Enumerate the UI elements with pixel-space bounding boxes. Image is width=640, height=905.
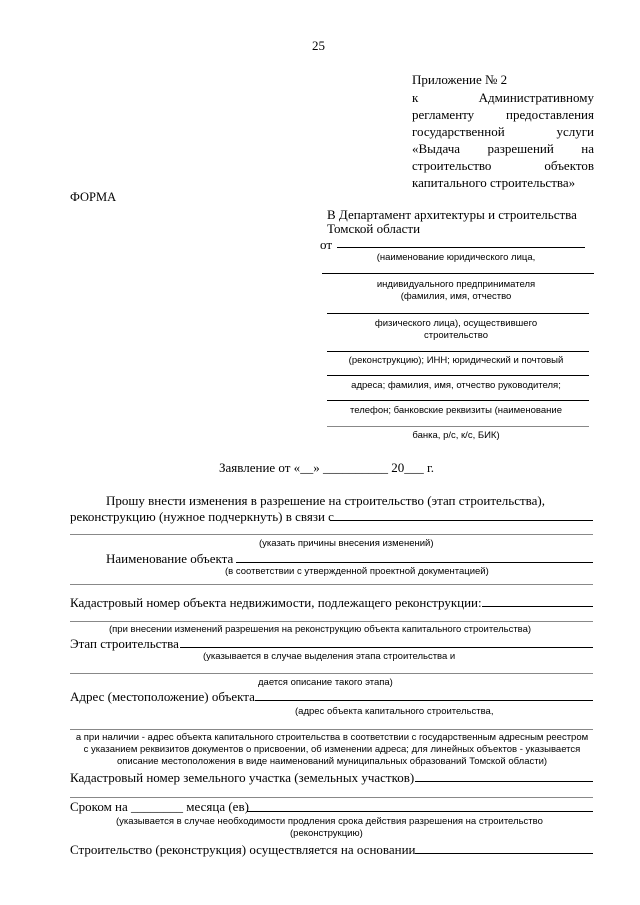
land-cadastral-field-line[interactable] [70, 797, 593, 798]
address-note: а при наличии - адрес объекта капитального строительства в соответствии с государственным адресным реестром [75, 732, 589, 743]
land-cadastral-label: Кадастровый номер земельного участка (земельных участков) [70, 770, 415, 785]
term-hint: (указывается в случае необходимости продления срока действия разрешения на строительство [116, 816, 543, 827]
addressee-hint: физического лица), осуществившего [374, 318, 538, 329]
stage-hint: (указывается в случае выделения этапа строительства и [203, 651, 456, 662]
reason-field-line[interactable] [330, 520, 593, 521]
term-label: Сроком на [70, 799, 128, 814]
statement-year-field[interactable]: ___ [404, 460, 424, 475]
addressee-field-line[interactable] [327, 351, 589, 352]
address-hint: (адрес объекта капитального строительства, [295, 706, 494, 717]
appendix-word: услуги [556, 124, 594, 139]
appendix-line [412, 90, 594, 106]
addressee-hint: (фамилия, имя, отчество [400, 291, 512, 302]
addressee-hint: адреса; фамилия, имя, отчество руководителя; [351, 380, 561, 391]
appendix-word: регламенту [412, 107, 475, 122]
from-field-line[interactable] [337, 247, 585, 248]
address-note: описание местоположения в виде наименований муниципальных образований Томской области) [116, 756, 548, 767]
addressee-field-line[interactable] [322, 273, 594, 274]
addressee-field-line[interactable] [327, 426, 589, 427]
stage-label: Этап строительства [70, 636, 179, 651]
reason-hint: (указать причины внесения изменений) [259, 538, 434, 549]
appendix-word: объектов [544, 158, 594, 173]
statement-day-field[interactable]: __ [300, 460, 314, 475]
appendix-title: Приложение № 2 [412, 72, 508, 87]
addressee-hint: (реконструкцию); ИНН; юридический и почтовый [348, 355, 564, 366]
appendix-line [412, 124, 594, 140]
statement-part: Заявление от « [219, 460, 301, 475]
addressee-line: Томской области [327, 221, 421, 236]
body-paragraph-line2: реконструкцию (нужное подчеркнуть) в связи с [70, 509, 334, 524]
statement-part: г. [426, 460, 435, 475]
cadastral-label: Кадастровый номер объекта недвижимости, подлежащего реконструкции: [70, 595, 482, 610]
appendix-word: предоставления [506, 107, 594, 122]
addressee-field-line[interactable] [327, 375, 589, 376]
addressee-hint: банка, р/с, к/с, БИК) [412, 430, 500, 441]
object-name-hint: (в соответствии с утвержденной проектной документацией) [225, 566, 489, 577]
appendix-line: капитального строительства» [412, 175, 576, 190]
cadastral-field-line[interactable] [70, 621, 593, 622]
statement-part: » [313, 460, 320, 475]
address-field-line[interactable] [255, 700, 593, 701]
appendix-word: разрешений [487, 141, 554, 156]
address-note: с указанием реквизитов документов о присвоении, об изменении адреса; для линейных объектов - указывается [83, 744, 581, 755]
addressee-field-line[interactable] [327, 313, 589, 314]
statement-month-field[interactable]: __________ [322, 460, 388, 475]
appendix-line [412, 141, 594, 157]
appendix-line [412, 107, 594, 123]
appendix-word: строительство [412, 158, 492, 173]
appendix-word: «Выдача [412, 141, 461, 156]
reason-field-line[interactable] [70, 534, 593, 535]
stage-field-line[interactable] [180, 647, 593, 648]
object-name-field-line[interactable] [70, 584, 593, 585]
page-number: 25 [312, 38, 325, 53]
term-field-line[interactable] [247, 811, 593, 812]
object-name-label: Наименование объекта [106, 551, 234, 566]
statement-part: 20 [391, 460, 405, 475]
object-name-field-line[interactable] [236, 562, 593, 563]
cadastral-field-line[interactable] [482, 606, 593, 607]
appendix-word: государственной [412, 124, 505, 139]
term-line [70, 799, 249, 815]
land-cadastral-field-line[interactable] [415, 781, 593, 782]
addressee-from: от [320, 237, 333, 252]
addressee-field-line[interactable] [327, 400, 589, 401]
statement-heading [219, 460, 434, 476]
addressee-hint: строительство [423, 330, 488, 341]
cadastral-hint: (при внесении изменений разрешения на реконструкцию объекта капитального строительства) [109, 624, 532, 635]
appendix-word: на [581, 141, 594, 156]
term-hint: (реконструкцию) [290, 828, 363, 839]
address-field-line[interactable] [70, 729, 593, 730]
appendix-word: Административному [478, 90, 594, 105]
term-months-field[interactable]: ________ [131, 799, 184, 814]
addressee-hint: телефон; банковские реквизиты (наименование [349, 405, 562, 416]
addressee-hint: (наименование юридического лица, [376, 252, 536, 263]
addressee-line: В Департамент архитектуры и строительства [327, 207, 577, 222]
basis-field-line[interactable] [415, 853, 593, 854]
basis-label: Строительство (реконструкция) осуществляется на основании [70, 842, 416, 857]
addressee-hint: индивидуального предпринимателя [376, 279, 536, 290]
stage-hint: дается описание такого этапа) [258, 677, 393, 688]
body-paragraph-line1: Прошу внести изменения в разрешение на строительство (этап строительства), [106, 493, 545, 508]
term-label: месяца (ев) [186, 799, 249, 814]
appendix-line [412, 158, 594, 174]
form-label: ФОРМА [70, 190, 117, 204]
stage-field-line[interactable] [70, 673, 593, 674]
appendix-word: к [412, 90, 419, 105]
address-label: Адрес (местоположение) объекта [70, 689, 255, 704]
